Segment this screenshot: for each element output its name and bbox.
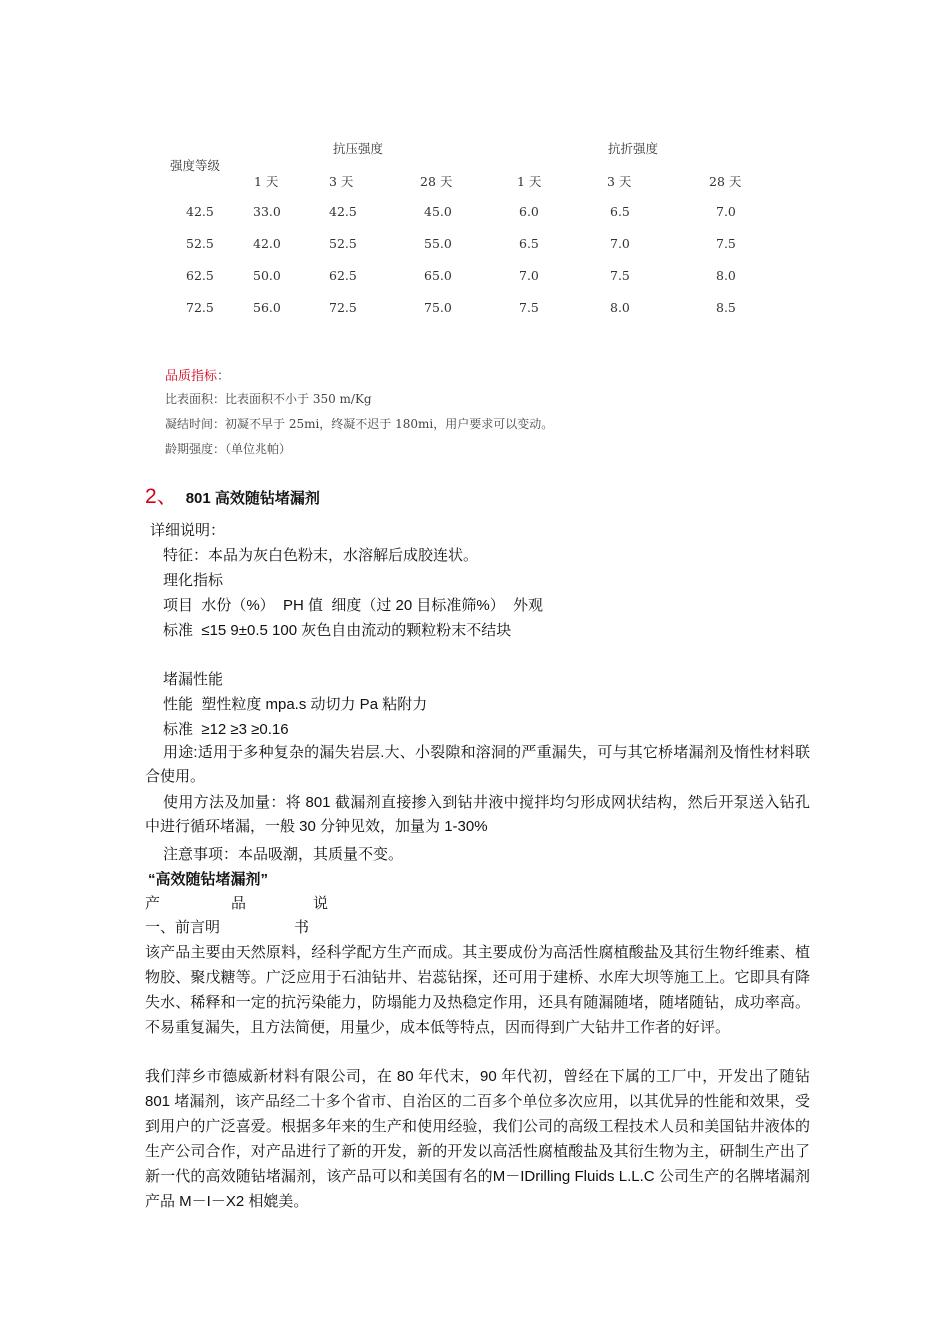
manual-spaced-char: 品 <box>231 895 247 912</box>
table-day-header: 3 天 <box>607 174 632 189</box>
table-cell: 33.0 <box>253 204 281 219</box>
manual-intro-label: 一、前言明 <box>145 919 221 936</box>
table-cell: 7.5 <box>716 236 736 251</box>
notes-line: 注意事项：本品吸潮，其质量不变。 <box>163 846 404 863</box>
details-heading: 详细说明： <box>150 522 226 539</box>
details-line: 性能 塑性粒度 mpa.s 动切力 Pa 粘附力 <box>163 696 428 713</box>
quality-title: 品质指标 <box>165 368 218 383</box>
table-cell: 62.5 <box>329 268 357 283</box>
table-cell: 65.0 <box>424 268 452 283</box>
details-line: 堵漏性能 <box>163 671 224 688</box>
table-cell: 42.5 <box>186 204 214 219</box>
table-cell: 55.0 <box>424 236 452 251</box>
manual-paragraph-1: 该产品主要由天然原料，经科学配方生产而成。其主要成份为高活性腐植酸盐及其衍生物纤维素、植物胶、聚戊糖等。广泛应用于石油钻井、岩蕊钻探，还可用于建桥、水库大坝等施工上。它即具有降失水、稀释和一定的抗污染能力，防塌能力及热稳定作用，还具有随漏随堵，随堵随钻，成功率高。不易重复漏失，且方法简便，用量少，成本低等特点，因而得到广大钻井工作者的好评。 <box>145 944 810 1036</box>
table-cell: 7.0 <box>716 204 736 219</box>
quality-colon: ： <box>217 368 231 383</box>
quality-line: 龄期强度：（单位兆帕） <box>165 442 292 456</box>
table-cell: 6.5 <box>610 204 630 219</box>
table-day-header: 1 天 <box>254 174 279 189</box>
table-cell: 52.5 <box>186 236 214 251</box>
manual-spaced-char: 产 <box>145 895 161 912</box>
quality-heading <box>165 365 230 384</box>
quality-line: 比表面积：比表面积不小于 350 m/Kg <box>165 392 372 406</box>
manual-spaced-char: 说 <box>313 895 329 912</box>
table-cell: 56.0 <box>253 300 281 315</box>
details-line: 标准 ≤15 9±0.5 100 灰色自由流动的颗粒粉末不结块 <box>163 622 512 639</box>
quality-line: 凝结时间：初凝不早于 25mi，终凝不迟于 180mi，用户要求可以变动。 <box>165 417 554 431</box>
table-cell: 7.0 <box>610 236 630 251</box>
table-group-compressive: 抗压强度 <box>333 141 384 156</box>
usage-paragraph: 用途:适用于多种复杂的漏失岩层.大、小裂隙和溶洞的严重漏失，可与其它桥堵漏剂及惰性材料联合使用。 <box>145 744 810 785</box>
table-cell: 72.5 <box>329 300 357 315</box>
table-cell: 6.5 <box>519 236 539 251</box>
table-cell: 7.5 <box>519 300 539 315</box>
table-cell: 8.0 <box>716 268 736 283</box>
manual-intro-char: 书 <box>294 919 310 936</box>
method-paragraph: 使用方法及加量：将 801 截漏剂直接掺入到钻井液中搅拌均匀形成网状结构，然后开泵送入钻孔中进行循环堵漏，一般 30 分钟见效，加量为 1-30% <box>145 794 810 835</box>
table-cell: 6.0 <box>519 204 539 219</box>
table-day-header: 1 天 <box>517 174 542 189</box>
details-line: 理化指标 <box>163 572 224 589</box>
table-cell: 8.0 <box>610 300 630 315</box>
manual-paragraph-2: 我们萍乡市德威新材料有限公司，在 80 年代末，90 年代初，曾经在下属的工厂中，开发出了随钻 801 堵漏剂，该产品经二十多个省市、自治区的二百多个单位多次应用，以其优异的性能和效果，受到用户的广泛喜爱。根据多年来的生产和使用经验，我们公司的高级工程技术人员和美国钻井液体的生产公司合作，对产品进行了新的开发，新的开发以高活性腐植酸盐及其衍生物为主，研制生产出了新一代的高效随钻堵漏剂，该产品可以和美国有名的M－IDrilling Fluids L.L.C 公司生产的名牌堵漏剂产品 M－I－X2 相媲美。 <box>145 1068 810 1210</box>
table-cell: 42.0 <box>253 236 281 251</box>
details-line: 特征：本品为灰白色粉末，水溶解后成胶连状。 <box>163 547 479 564</box>
table-group-flexural: 抗折强度 <box>608 141 659 156</box>
table-day-header: 28 天 <box>420 174 453 189</box>
table-day-header: 28 天 <box>709 174 742 189</box>
section-number: 2、 <box>145 485 178 508</box>
table-cell: 62.5 <box>186 268 214 283</box>
table-cell: 50.0 <box>253 268 281 283</box>
table-cell: 7.0 <box>519 268 539 283</box>
table-cell: 52.5 <box>329 236 357 251</box>
details-line: 标准 ≥12 ≥3 ≥0.16 <box>163 721 289 738</box>
table-cell: 75.0 <box>424 300 452 315</box>
details-line: 项目 水份（%） PH 值 细度（过 20 目标准筛%） 外观 <box>163 597 544 614</box>
table-cell: 42.5 <box>329 204 357 219</box>
table-row-header: 强度等级 <box>170 158 221 173</box>
manual-title: “高效随钻堵漏剂” <box>148 871 269 888</box>
table-cell: 72.5 <box>186 300 214 315</box>
table-cell: 7.5 <box>610 268 630 283</box>
section-title: 801 高效随钻堵漏剂 <box>185 490 320 507</box>
section-heading <box>145 480 320 510</box>
table-day-header: 3 天 <box>329 174 354 189</box>
table-cell: 45.0 <box>424 204 452 219</box>
table-cell: 8.5 <box>716 300 736 315</box>
